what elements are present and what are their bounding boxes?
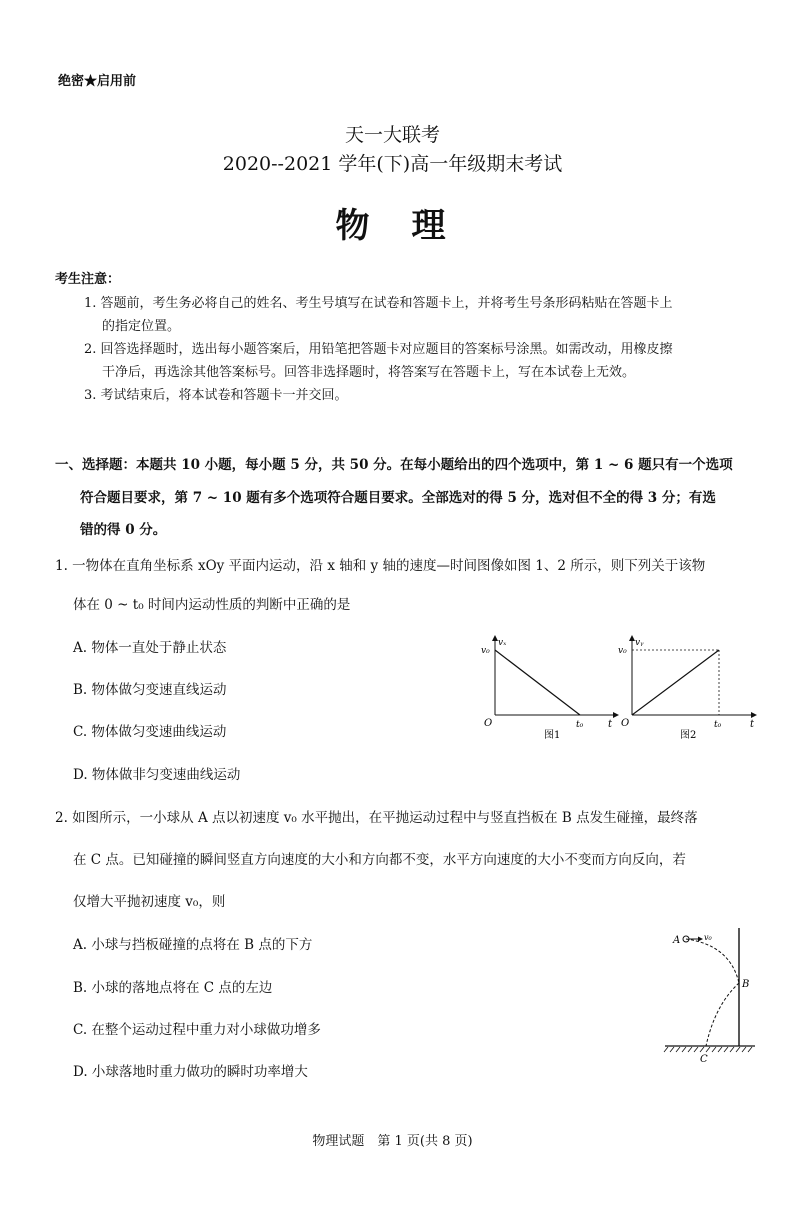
question-2-stem-line-1: 2. 如图所示，一小球从 A 点以初速度 v₀ 水平抛出，在平抛运动过程中与竖直挡板在 B 点发生碰撞，最终落 (55, 810, 698, 826)
question-1-stem-line-2: 体在 0 ~ t₀ 时间内运动性质的判断中正确的是 (73, 597, 351, 613)
trajectory-before-collision (686, 939, 739, 983)
section-1-instructions-line-2: 符合题目要求，第 7 ~ 10 题有多个选项符合题目要求。全部选对的得 5 分，选对但不全的得 3 分；有选 (80, 490, 716, 506)
figure-1-t-label: t (608, 719, 613, 730)
figure-1-vx-graph (478, 628, 628, 748)
figure-1-y-label: vₓ (498, 638, 507, 648)
point-a-label: A (673, 935, 681, 946)
notice-item-2-line-1: 2. 回答选择题时，选出每小题答案后，用铅笔把答题卡对应题目的答案标号涂黑。如需改动，用橡皮擦 (84, 342, 673, 357)
figure-2-v0-label: v₀ (618, 646, 627, 656)
trajectory-after-collision (706, 983, 739, 1046)
section-1-instructions-line-1: 一、选择题：本题共 10 小题，每小题 5 分，共 50 分。在每小题给出的四个选项中，第 1 ~ 6 题只有一个选项 (55, 457, 733, 473)
ground-hatching (664, 1047, 752, 1052)
figure-1-caption: 图1 (544, 730, 561, 741)
figure-2-t-label: t (750, 719, 755, 730)
exam-title: 2020--2021 学年(下)高一年级期末考试 (222, 153, 563, 175)
question-1-stem-line-1: 1. 一物体在直角坐标系 xOy 平面内运动，沿 x 轴和 y 轴的速度—时间图像如图 1、2 所示，则下列关于该物 (55, 558, 706, 574)
figure-2-vy-graph (616, 628, 766, 748)
figure-2-t0-label: t₀ (714, 720, 722, 730)
point-c-label: C (700, 1054, 708, 1065)
notice-item-2-line-2: 干净后，再选涂其他答案标号。回答非选择题时，将答案写在答题卡上，写在本试卷上无效。 (102, 365, 636, 380)
figure-1-v0-label: v₀ (481, 646, 490, 656)
v0-label: v₀ (704, 933, 712, 942)
notice-item-3: 3. 考试结束后，将本试卷和答题卡一并交回。 (84, 388, 348, 403)
point-b-label: B (742, 979, 750, 990)
question-1-option-b: B. 物体做匀变速直线运动 (73, 682, 227, 698)
notice-item-1-line-2: 的指定位置。 (102, 319, 181, 334)
figure-1-origin-label: O (484, 718, 493, 729)
question-2-option-c: C. 在整个运动过程中重力对小球做功增多 (73, 1022, 321, 1038)
question-1-option-d: D. 物体做非匀变速曲线运动 (73, 767, 241, 783)
figure-2-y-label: vᵧ (635, 638, 644, 648)
figure-1-velocity-line (495, 650, 580, 715)
question-2-option-d: D. 小球落地时重力做功的瞬时功率增大 (73, 1064, 308, 1080)
figure-1-t0-label: t₀ (576, 720, 584, 730)
figure-2-velocity-line (632, 650, 719, 715)
page-footer: 物理试题 第 1 页(共 8 页) (312, 1134, 473, 1149)
confidential-label: 绝密★启用前 (58, 74, 137, 89)
figure-2-caption: 图2 (680, 730, 697, 741)
question-1-option-c: C. 物体做匀变速曲线运动 (73, 724, 227, 740)
figure-2-origin-label: O (621, 718, 630, 729)
question-2-projectile-figure (660, 920, 760, 1070)
notice-item-1-line-1: 1. 答题前，考生务必将自己的姓名、考生号填写在试卷和答题卡上，并将考生号条形码粘贴在答题卡上 (84, 296, 673, 311)
question-2-stem-line-2: 在 C 点。已知碰撞的瞬间竖直方向速度的大小和方向都不变，水平方向速度的大小不变而方向反向，若 (73, 852, 686, 868)
question-2-stem-line-3: 仅增大平抛初速度 v₀，则 (73, 894, 226, 910)
question-2-option-b: B. 小球的落地点将在 C 点的左边 (73, 980, 273, 996)
question-2-option-a: A. 小球与挡板碰撞的点将在 B 点的下方 (73, 937, 313, 953)
subject-title: 物 理 (335, 206, 450, 246)
organization-title: 天一大联考 (344, 124, 440, 146)
notice-heading: 考生注意： (55, 272, 121, 287)
section-1-instructions-line-3: 错的得 0 分。 (80, 522, 167, 538)
question-1-option-a: A. 物体一直处于静止状态 (73, 640, 227, 656)
